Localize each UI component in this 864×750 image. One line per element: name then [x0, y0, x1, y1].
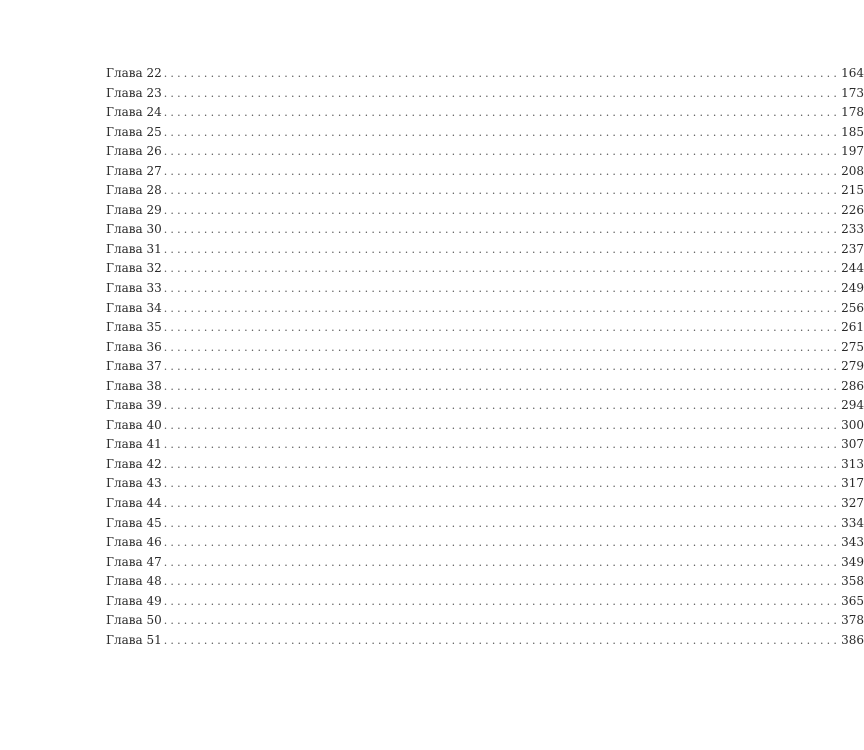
toc-chapter-title: Глава 44 [106, 496, 162, 511]
toc-entry[interactable] [106, 572, 864, 592]
toc-chapter-title: Глава 37 [106, 359, 162, 374]
toc-dot-leader: ..................................................................................................... [163, 203, 841, 217]
toc-entry[interactable] [106, 435, 864, 455]
toc-dot-leader: ..................................................................................................... [163, 106, 841, 120]
toc-dot-leader: ..................................................................................................... [163, 418, 841, 432]
toc-chapter-title: Глава 47 [106, 554, 162, 569]
toc-chapter-title: Глава 22 [106, 66, 162, 80]
toc-page-number: 307 [841, 437, 864, 452]
toc-dot-leader: ..................................................................................................... [163, 86, 841, 100]
toc-dot-leader: ..................................................................................................... [163, 516, 841, 530]
toc-chapter-title: Глава 32 [106, 261, 162, 276]
toc-page-number: 178 [841, 105, 864, 120]
toc-page-number: 358 [841, 574, 864, 589]
toc-entry[interactable] [106, 553, 864, 573]
toc-chapter-title: Глава 41 [106, 437, 162, 452]
toc-dot-leader: ..................................................................................................... [163, 282, 841, 296]
toc-page-number: 313 [841, 456, 864, 471]
toc-page-number: 261 [841, 320, 864, 335]
toc-chapter-title: Глава 34 [106, 300, 162, 315]
toc-dot-leader: ..................................................................................................... [163, 497, 841, 511]
toc-entry[interactable] [106, 357, 864, 377]
toc-chapter-title: Глава 29 [106, 202, 162, 217]
toc-page-number: 294 [841, 398, 864, 413]
toc-entry[interactable] [106, 299, 864, 319]
toc-entry[interactable] [106, 201, 864, 221]
toc-entry[interactable] [106, 592, 864, 612]
toc-dot-leader: ..................................................................................................... [163, 633, 841, 647]
toc-page-number: 286 [841, 378, 864, 393]
toc-dot-leader: ..................................................................................................... [163, 340, 841, 354]
toc-page-number: 378 [841, 613, 864, 628]
toc-dot-leader: ..................................................................................................... [163, 242, 841, 256]
toc-chapter-title: Глава 35 [106, 320, 162, 335]
toc-page-number: 334 [841, 515, 864, 530]
toc-entry[interactable] [106, 416, 864, 436]
toc-dot-leader: ..................................................................................................... [163, 125, 841, 139]
toc-chapter-title: Глава 38 [106, 378, 162, 393]
toc-dot-leader: ..................................................................................................... [163, 438, 841, 452]
toc-page-number: 317 [841, 476, 864, 491]
toc-chapter-title: Глава 23 [106, 85, 162, 100]
toc-entry[interactable] [106, 533, 864, 553]
toc-dot-leader: ..................................................................................................... [163, 360, 841, 374]
toc-entry[interactable] [106, 84, 864, 104]
toc-entry[interactable] [106, 279, 864, 299]
toc-dot-leader: ..................................................................................................... [163, 575, 841, 589]
toc-page-number: 386 [841, 632, 864, 647]
toc-dot-leader: ..................................................................................................... [163, 555, 841, 569]
toc-dot-leader: ..................................................................................................... [163, 145, 841, 159]
toc-chapter-title: Глава 33 [106, 281, 162, 296]
toc-dot-leader: ..................................................................................................... [163, 379, 841, 393]
toc-entry[interactable] [106, 377, 864, 397]
toc-entry[interactable] [106, 514, 864, 534]
toc-entry[interactable] [106, 494, 864, 514]
toc-dot-leader: ..................................................................................................... [163, 301, 841, 315]
toc-chapter-title: Глава 51 [106, 632, 162, 647]
toc-page-number: 249 [841, 281, 864, 296]
toc-dot-leader: ..................................................................................................... [163, 536, 841, 550]
toc-dot-leader: ..................................................................................................... [163, 477, 841, 491]
toc-chapter-title: Глава 31 [106, 241, 162, 256]
toc-entry[interactable] [106, 103, 864, 123]
toc-page-number: 173 [841, 85, 864, 100]
toc-dot-leader: ..................................................................................................... [163, 399, 841, 413]
toc-chapter-title: Глава 45 [106, 515, 162, 530]
toc-page-number: 215 [841, 183, 864, 198]
table-of-contents [106, 64, 864, 650]
toc-entry[interactable] [106, 142, 864, 162]
toc-chapter-title: Глава 25 [106, 124, 162, 139]
toc-entry[interactable] [106, 396, 864, 416]
toc-entry[interactable] [106, 123, 864, 143]
toc-page-number: 244 [841, 261, 864, 276]
toc-chapter-title: Глава 27 [106, 163, 162, 178]
toc-chapter-title: Глава 24 [106, 105, 162, 120]
toc-chapter-title: Глава 46 [106, 535, 162, 550]
toc-entry[interactable] [106, 181, 864, 201]
toc-entry[interactable] [106, 611, 864, 631]
toc-chapter-title: Глава 40 [106, 417, 162, 432]
toc-chapter-title: Глава 50 [106, 613, 162, 628]
toc-page-number: 164 [841, 66, 864, 80]
toc-entry[interactable] [106, 259, 864, 279]
toc-chapter-title: Глава 30 [106, 222, 162, 237]
toc-dot-leader: ..................................................................................................... [163, 321, 841, 335]
toc-dot-leader: ..................................................................................................... [163, 262, 841, 276]
toc-page-number: 237 [841, 241, 864, 256]
toc-entry[interactable] [106, 338, 864, 358]
toc-page-number: 327 [841, 496, 864, 511]
toc-chapter-title: Глава 49 [106, 593, 162, 608]
toc-page-number: 343 [841, 535, 864, 550]
toc-dot-leader: ..................................................................................................... [163, 184, 841, 198]
toc-dot-leader: ..................................................................................................... [163, 164, 841, 178]
toc-chapter-title: Глава 28 [106, 183, 162, 198]
toc-page-number: 300 [841, 417, 864, 432]
toc-page-number: 279 [841, 359, 864, 374]
toc-chapter-title: Глава 36 [106, 339, 162, 354]
toc-entry[interactable] [106, 240, 864, 260]
toc-chapter-title: Глава 26 [106, 144, 162, 159]
toc-entry[interactable] [106, 455, 864, 475]
toc-page-number: 275 [841, 339, 864, 354]
toc-chapter-title: Глава 43 [106, 476, 162, 491]
toc-dot-leader: ..................................................................................................... [163, 223, 841, 237]
toc-chapter-title: Глава 48 [106, 574, 162, 589]
toc-page-number: 256 [841, 300, 864, 315]
toc-entry[interactable] [106, 162, 864, 182]
toc-page-number: 197 [841, 144, 864, 159]
toc-entry[interactable] [106, 64, 864, 84]
toc-page-number: 365 [841, 593, 864, 608]
toc-chapter-title: Глава 39 [106, 398, 162, 413]
toc-dot-leader: ..................................................................................................... [163, 594, 841, 608]
toc-entry[interactable] [106, 474, 864, 494]
toc-page-number: 233 [841, 222, 864, 237]
toc-chapter-title: Глава 42 [106, 456, 162, 471]
toc-page-number: 208 [841, 163, 864, 178]
toc-entry[interactable] [106, 318, 864, 338]
toc-page-number: 349 [841, 554, 864, 569]
toc-page-number: 185 [841, 124, 864, 139]
toc-entry[interactable] [106, 631, 864, 651]
toc-page-number: 226 [841, 202, 864, 217]
toc-dot-leader: ..................................................................................................... [163, 457, 841, 471]
toc-dot-leader: ..................................................................................................... [163, 67, 841, 80]
toc-dot-leader: ..................................................................................................... [163, 614, 841, 628]
toc-entry[interactable] [106, 220, 864, 240]
